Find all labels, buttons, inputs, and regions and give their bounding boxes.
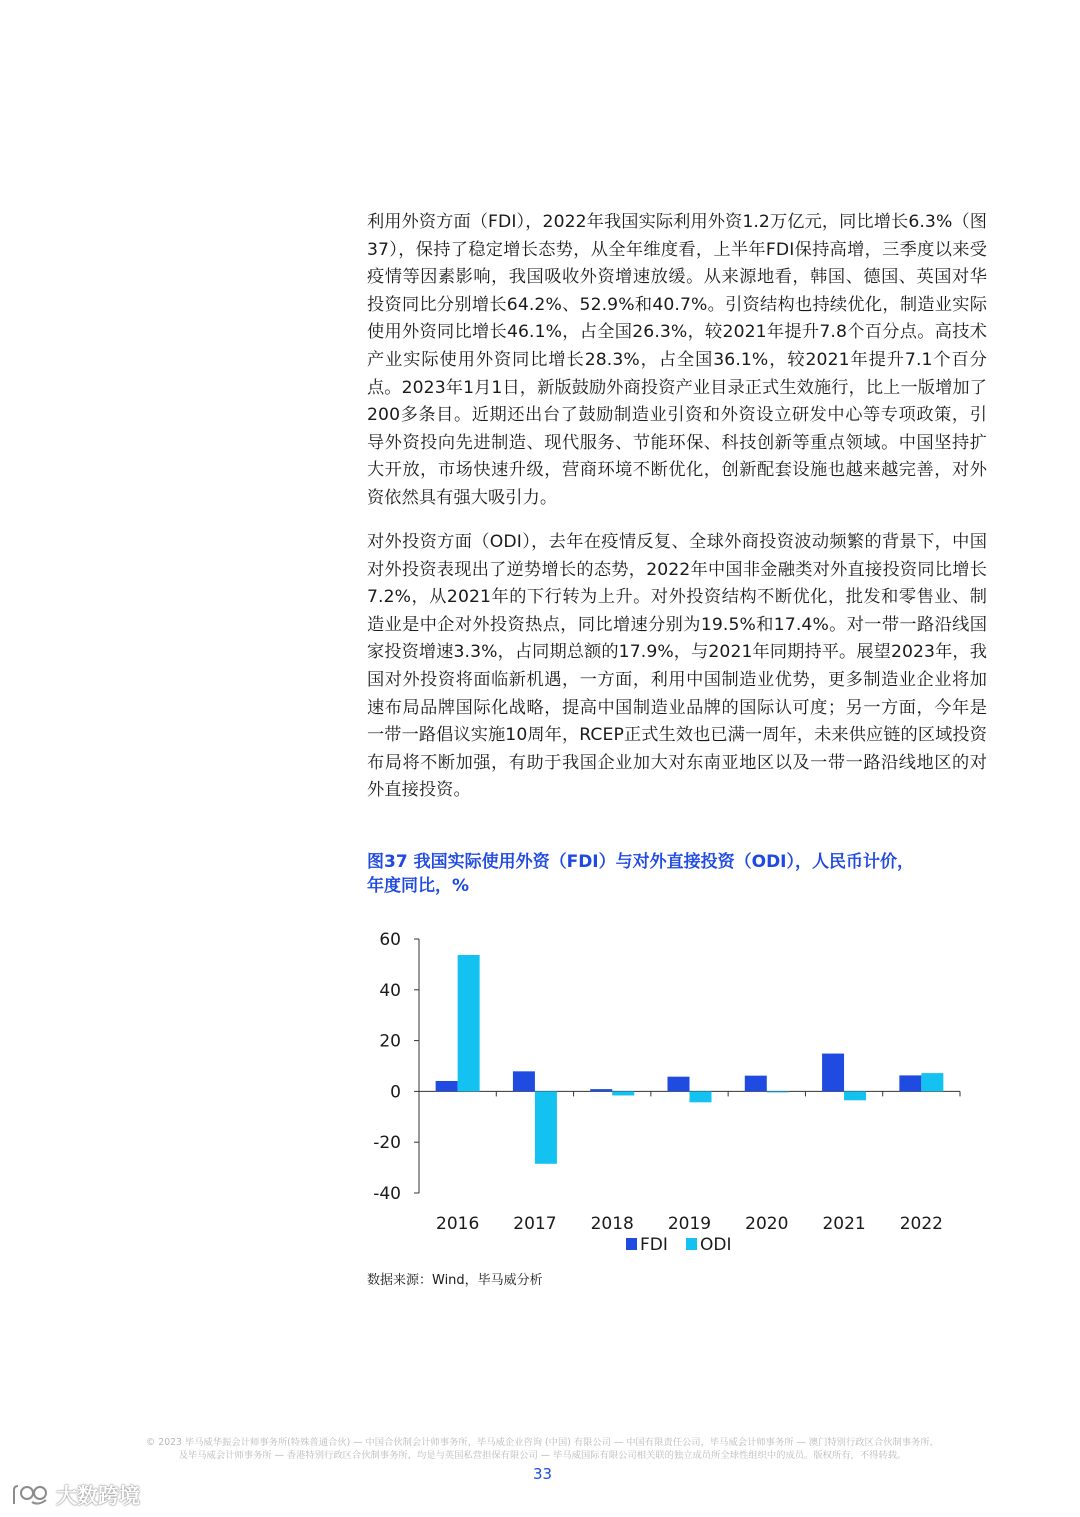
- bar-odi-2018: [612, 1091, 634, 1095]
- bar-fdi-2022: [899, 1075, 921, 1091]
- y-tick-label: 0: [390, 1082, 401, 1103]
- bar-odi-2016: [458, 955, 480, 1091]
- watermark-text: 大数跨境: [56, 1484, 140, 1508]
- x-tick-label: 2021: [822, 1214, 866, 1234]
- x-tick-label: 2022: [899, 1214, 943, 1234]
- legend-swatch-odi: [686, 1238, 697, 1250]
- legend-label-fdi: FDI: [640, 1235, 668, 1255]
- bar-fdi-2021: [822, 1054, 844, 1092]
- y-tick-label: 60: [379, 930, 401, 950]
- footer-line1: © 2023 毕马威华振会计师事务所(特殊普通合伙) — 中国合伙制会计师事务所，毕马威企业咨询 (中国) 有限公司 — 中国有限责任公司，毕马威会计师事务所 — 澳门特别行政区合伙制事务所，: [146, 1437, 939, 1448]
- page-number: 33: [532, 1465, 553, 1483]
- data-source: 数据来源：Wind，毕马威分析: [367, 1273, 543, 1288]
- footer-line2: 及毕马威会计师事务所 — 香港特别行政区合伙制事务所，均是与英国私营担保有限公司 — 毕马威国际有限公司相关联的独立成员所全球性组织中的成员。版权所有，不得转载。: [178, 1450, 907, 1461]
- bar-odi-2019: [690, 1091, 712, 1102]
- bar-fdi-2018: [590, 1089, 612, 1091]
- y-tick-label: -20: [373, 1133, 401, 1154]
- watermark-logo-icon: [10, 1482, 50, 1508]
- bar-odi-2020: [767, 1091, 789, 1092]
- x-tick-label: 2018: [590, 1214, 634, 1234]
- bar-fdi-2017: [513, 1071, 535, 1091]
- x-tick-label: 2019: [667, 1214, 712, 1234]
- x-tick-label: 2017: [513, 1214, 557, 1234]
- bar-fdi-2020: [745, 1076, 767, 1092]
- bar-odi-2021: [844, 1091, 866, 1100]
- x-tick-label: 2016: [436, 1214, 480, 1234]
- bar-fdi-2016: [436, 1081, 458, 1091]
- bar-odi-2022: [921, 1073, 943, 1091]
- y-tick-label: 20: [379, 1031, 401, 1052]
- watermark: [10, 1480, 140, 1510]
- legend-label-odi: ODI: [700, 1235, 732, 1255]
- y-tick-label: 40: [379, 980, 401, 1001]
- figure-title: [367, 850, 967, 898]
- copyright-footer: [100, 1436, 985, 1462]
- paragraph-fdi: 利用外资方面（FDI），2022年我国实际利用外资1.2万亿元，同比增长6.3%（图37），保持了稳定增长态势，从全年维度看，上半年FDI保持高增，三季度以来受疫情等因素影响，我国吸收外资增速放缓。从来源地看，韩国、德国、英国对华投资同比分别增长64.2%、52.9%和40.7%。引资结构也持续优化，制造业实际使用外资同比增长46.1%，占全国26.3%，较2021年提升7.8个百分点。高技术产业实际使用外资同比增长28.3%，占全国36.1%，较2021年提升7.1个百分点。2023年1月1日，新版鼓励外商投资产业目录正式生效施行，比上一版增加了200多条目。近期还出台了鼓励制造业引资和外资设立研发中心等专项政策，引导外资投向先进制造、现代服务、节能环保、科技创新等重点领域。中国坚持扩大开放，市场快速升级，营商环境不断优化，创新配套设施也越来越完善，对外资依然具有强大吸引力。: [367, 212, 987, 508]
- x-tick-label: 2020: [745, 1214, 789, 1234]
- figure-title-line1: 图37 我国实际使用外资（FDI）与对外直接投资（ODI），人民币计价，: [367, 852, 915, 872]
- bar-chart: [360, 920, 980, 1265]
- paragraph-odi: 对外投资方面（ODI），去年在疫情反复、全球外商投资波动频繁的背景下，中国对外投资表现出了逆势增长的态势，2022年中国非金融类对外直接投资同比增长7.2%，从2021年的下行转为上升。对外投资结构不断优化，批发和零售业、制造业是中企对外投资热点，同比增速分别为19.5%和17.4%。对一带一路沿线国家投资增速3.3%，占同期总额的17.9%，与2021年同期持平。展望2023年，我国对外投资将面临新机遇，一方面，利用中国制造业优势，更多制造业企业将加速布局品牌国际化战略，提高中国制造业品牌的国际认可度；另一方面，今年是一带一路倡议实施10周年，RCEP正式生效也已满一周年，未来供应链的区域投资布局将不断加强，有助于我国企业加大对东南亚地区以及一带一路沿线地区的对外直接投资。: [367, 532, 987, 801]
- bar-odi-2017: [535, 1091, 557, 1163]
- legend-swatch-fdi: [626, 1238, 637, 1250]
- bar-fdi-2019: [668, 1077, 690, 1092]
- y-tick-label: -40: [373, 1184, 401, 1204]
- figure-title-line2: 年度同比，%: [367, 876, 470, 896]
